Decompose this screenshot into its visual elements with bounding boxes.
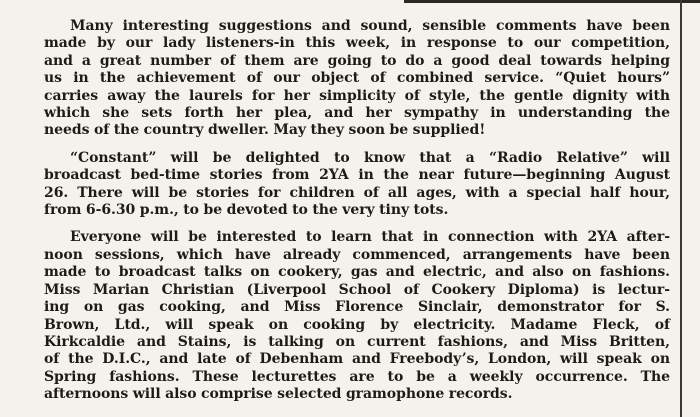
text-line: which she sets forth her plea, and her sympathy in understanding the: [44, 105, 670, 122]
article-column: [44, 18, 670, 414]
column-rule: [680, 0, 682, 417]
text-line: “Constant” will be delighted to know that a “Radio Relative” will: [70, 149, 670, 166]
paragraph-bedtime-stories: [44, 150, 670, 220]
text-line: from 6-6.30 p.m., to be devoted to the very tiny tots.: [44, 202, 449, 219]
text-line: made by our lady listeners-in this week, in response to our competition,: [44, 35, 670, 52]
text-line: Everyone will be interested to learn that in connection with 2YA after-: [70, 229, 670, 246]
paragraph-competition: [44, 18, 670, 140]
text-line: us in the achievement of our object of combined service. “Quiet hours”: [44, 70, 670, 87]
text-line: Brown, Ltd., will speak on cooking by electricity. Madame Fleck, of: [44, 316, 670, 333]
text-line: ing on gas cooking, and Miss Florence Sinclair, demonstrator for S.: [44, 299, 670, 316]
top-rule: [404, 0, 700, 3]
text-line: Spring fashions. These lecturettes are to be a weekly occurrence. The: [44, 368, 670, 385]
text-line: of the D.I.C., and late of Debenham and Freebody’s, London, will speak on: [44, 351, 670, 368]
text-line: 26. There will be stories for children of all ages, with a special half hour,: [44, 184, 670, 201]
text-line: needs of the country dweller. May they soon be supplied!: [44, 122, 486, 139]
paragraph-afternoon-sessions: [44, 229, 670, 403]
text-line: made to broadcast talks on cookery, gas and electric, and also on fashions.: [44, 264, 670, 281]
text-line: Miss Marian Christian (Liverpool School of Cookery Diploma) is lectur-: [44, 281, 670, 298]
text-line: Kirkcaldie and Stains, is talking on current fashions, and Miss Britten,: [44, 333, 670, 350]
text-line: afternoons will also comprise selected gramophone records.: [44, 386, 513, 403]
text-line: Many interesting suggestions and sound, sensible comments have been: [70, 18, 670, 34]
text-line: carries away the laurels for her simplicity of style, the gentle dignity with: [44, 87, 670, 104]
text-line: noon sessions, which have already commenced, arrangements have been: [44, 246, 670, 263]
text-line: broadcast bed-time stories from 2YA in the near future—beginning August: [44, 167, 670, 184]
text-line: and a great number of them are going to do a good deal towards helping: [44, 52, 670, 69]
